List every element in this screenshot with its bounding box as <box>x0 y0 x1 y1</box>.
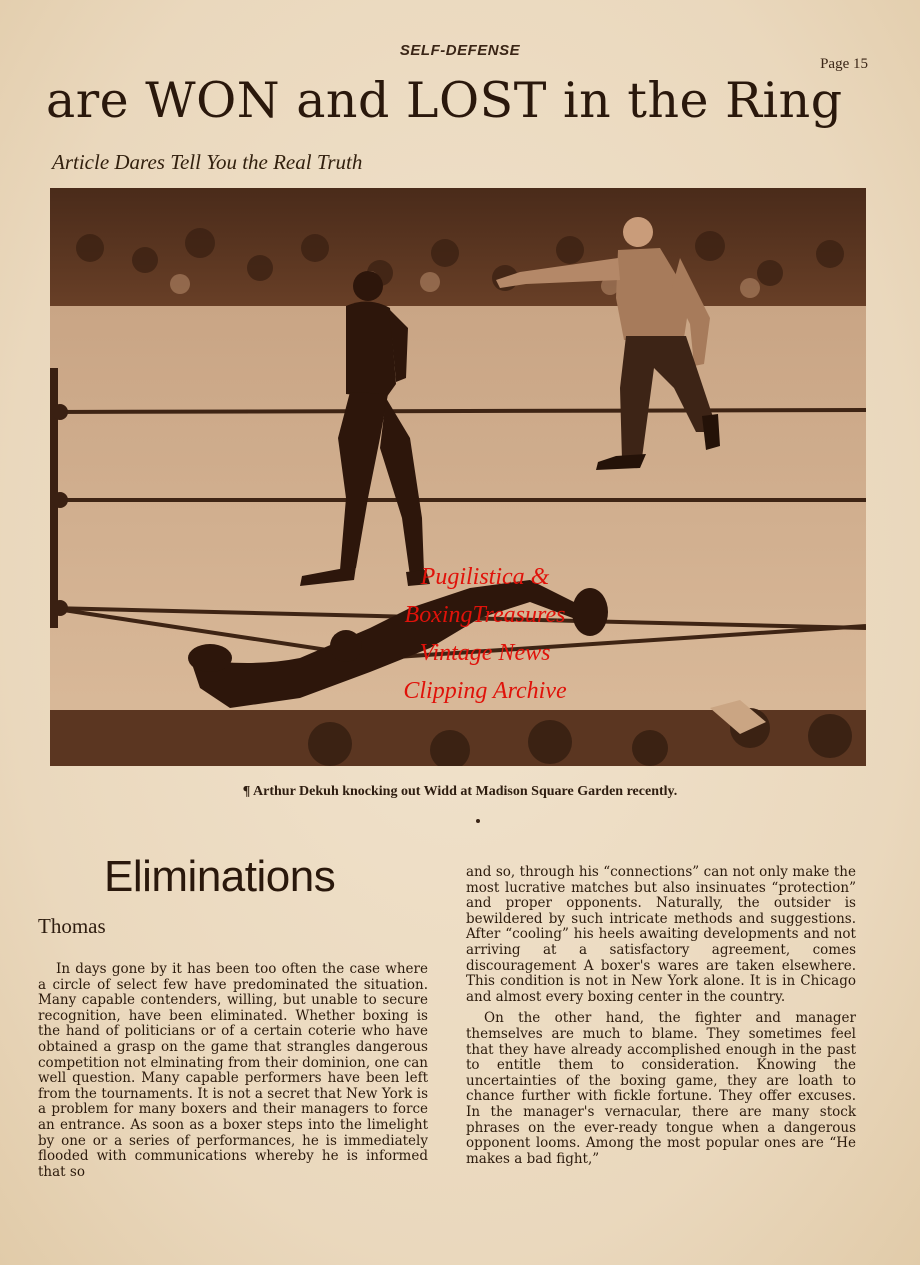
headline: are WON and LOST in the Ring <box>46 72 843 129</box>
watermark-line: Clipping Archive <box>403 678 567 704</box>
separator-dot <box>476 819 480 823</box>
page-number: Page 15 <box>820 56 868 72</box>
article-byline: Thomas <box>38 914 106 938</box>
boxing-photo <box>50 188 866 766</box>
boxing-photo-illustration <box>50 188 866 766</box>
paragraph: and so, through his “connections” can not only make the most lucrative matches but also insinuates “protection” and proper opponents. Naturally, the outsider is bewildered by such intricate methods and suggestions. After “cooling” his heels awaiting developments and not arriving at a satisfactory agreement, comes discouragement A boxer's wares are taken elsewhere. This condition is not in New York alone. It is in Chicago and almost every boxing center in the country. <box>466 864 856 1005</box>
watermark-line: Vintage News <box>419 640 551 666</box>
paragraph: In days gone by it has been too often the case where a circle of select few have predominated the situation. Many capable contenders, willing, but unable to secure recognition, have been eliminated. Whether boxing is the hand of politicians or of a certain coterie who have obtained a grasp on the game that strangles dangerous competition not elminating from their dominion, one can well question. Many capable performers have been left from the tournaments. It is not a secret that New York is a problem for many boxers and their managers to force an entrance. As soon as a boxer steps into the limelight by one or a series of performances, he is immediately flooded with communications whereby he is informed that so <box>38 961 428 1180</box>
photo-caption: ¶ Arthur Dekuh knocking out Widd at Madison Square Garden recently. <box>242 784 678 799</box>
watermark-line: BoxingTreasures <box>404 602 566 628</box>
article-column-right <box>466 865 856 1173</box>
watermark-line: Pugilistica & <box>420 564 550 590</box>
article-heading: Eliminations <box>104 852 336 901</box>
paragraph: On the other hand, the fighter and manager themselves are much to blame. They sometimes feel that they have already accomplished enough in the past to entitle them to consideration. Knowing the uncertainties of the boxing game, they are loath to chance further with fickle fortune. They offer excuses. In the manager's vernacular, there are many stock phrases on the ever-ready tongue when a dangerous opponent looms. Among the most popular ones are “He makes a bad fight,” <box>466 1010 856 1167</box>
article-column-left <box>38 962 428 1186</box>
section-label: SELF-DEFENSE <box>399 42 521 59</box>
subhead: Article Dares Tell You the Real Truth <box>52 150 363 174</box>
